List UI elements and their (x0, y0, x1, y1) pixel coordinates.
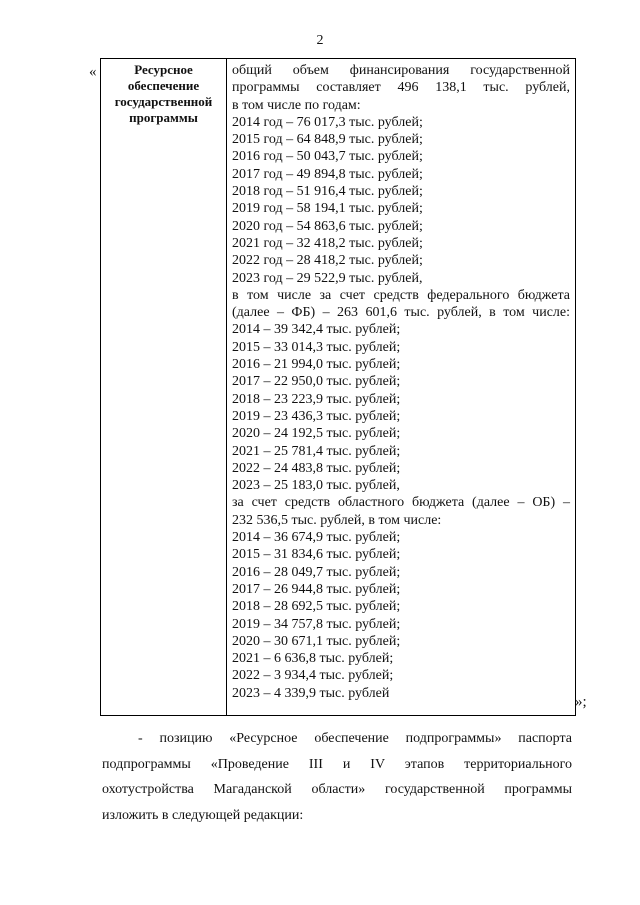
financing-line: 2020 год – 54 863,6 тыс. рублей; (232, 218, 423, 234)
financing-line: 2022 год – 28 418,2 тыс. рублей; (232, 253, 423, 269)
financing-line: 2020 – 24 192,5 тыс. рублей; (232, 426, 401, 442)
program-passport-table (100, 58, 576, 716)
opening-quote: « (89, 64, 97, 80)
financing-line: 2021 – 25 781,4 тыс. рублей; (232, 443, 401, 459)
table-header-cell (101, 59, 227, 716)
table-content-cell (227, 59, 576, 716)
financing-line: 2016 – 21 994,0 тыс. рублей; (232, 357, 401, 373)
financing-line: за счет средств областного бюджета (далее – ОБ) – (232, 495, 570, 511)
financing-line: в том числе по годам: (232, 97, 361, 113)
financing-line: 2021 год – 32 418,2 тыс. рублей; (232, 235, 423, 251)
financing-line: 2021 – 6 636,8 тыс. рублей; (232, 651, 394, 667)
financing-line: 2019 год – 58 194,1 тыс. рублей; (232, 201, 423, 217)
financing-line: 2018 год – 51 916,4 тыс. рублей; (232, 184, 423, 200)
page-number: 2 (316, 33, 324, 48)
financing-line: 2014 – 39 342,4 тыс. рублей; (232, 322, 401, 338)
financing-line: общий объем финансирования государственной (232, 63, 570, 78)
financing-line: 2015 – 33 014,3 тыс. рублей; (232, 339, 401, 355)
financing-line: 2019 – 23 436,3 тыс. рублей; (232, 408, 401, 424)
closing-quote: »; (575, 694, 587, 710)
financing-line: 2014 – 36 674,9 тыс. рублей; (232, 530, 401, 546)
financing-lines (232, 62, 570, 702)
financing-line: 2015 – 31 834,6 тыс. рублей; (232, 547, 401, 563)
financing-line: 2023 – 4 339,9 тыс. рублей (232, 685, 390, 701)
financing-line: 2016 год – 50 043,7 тыс. рублей; (232, 149, 423, 165)
financing-line: в том числе за счет средств федерального бюджета (232, 287, 570, 303)
section-title: Ресурсное обеспечение государственной программы (114, 62, 213, 125)
table-row (101, 59, 576, 716)
paragraph-line: изложить в следующей редакции: (102, 807, 304, 823)
financing-line: 2023 год – 29 522,9 тыс. рублей, (232, 270, 423, 286)
financing-line: 2014 год – 76 017,3 тыс. рублей; (232, 114, 423, 130)
financing-line: 2022 – 24 483,8 тыс. рублей; (232, 460, 401, 476)
paragraph-line: - позицию «Ресурсное обеспечение подпрограммы» паспорта (138, 731, 572, 746)
financing-line: 2017 – 22 950,0 тыс. рублей; (232, 374, 401, 390)
financing-line: 2018 – 28 692,5 тыс. рублей; (232, 599, 401, 615)
financing-line: 2023 – 25 183,0 тыс. рублей, (232, 478, 400, 494)
financing-line: 232 536,5 тыс. рублей, в том числе: (232, 512, 442, 528)
paragraph-line: охотустройства Магаданской области» государственной программы (102, 782, 572, 797)
financing-line: 2015 год – 64 848,9 тыс. рублей; (232, 132, 423, 148)
financing-line: 2019 – 34 757,8 тыс. рублей; (232, 616, 401, 632)
financing-line: 2017 год – 49 894,8 тыс. рублей; (232, 166, 423, 182)
instruction-paragraph (102, 726, 572, 828)
paragraph-line: подпрограммы «Проведение III и IV этапов территориального (102, 756, 572, 772)
financing-line: программы составляет 496 138,1 тыс. рублей, (232, 80, 570, 96)
financing-line: (далее – ФБ) – 263 601,6 тыс. рублей, в том числе: (232, 305, 570, 321)
financing-line: 2020 – 30 671,1 тыс. рублей; (232, 633, 401, 649)
financing-line: 2022 – 3 934,4 тыс. рублей; (232, 668, 394, 684)
financing-line: 2016 – 28 049,7 тыс. рублей; (232, 564, 401, 580)
financing-line: 2017 – 26 944,8 тыс. рублей; (232, 581, 401, 597)
financing-line: 2018 – 23 223,9 тыс. рублей; (232, 391, 401, 407)
